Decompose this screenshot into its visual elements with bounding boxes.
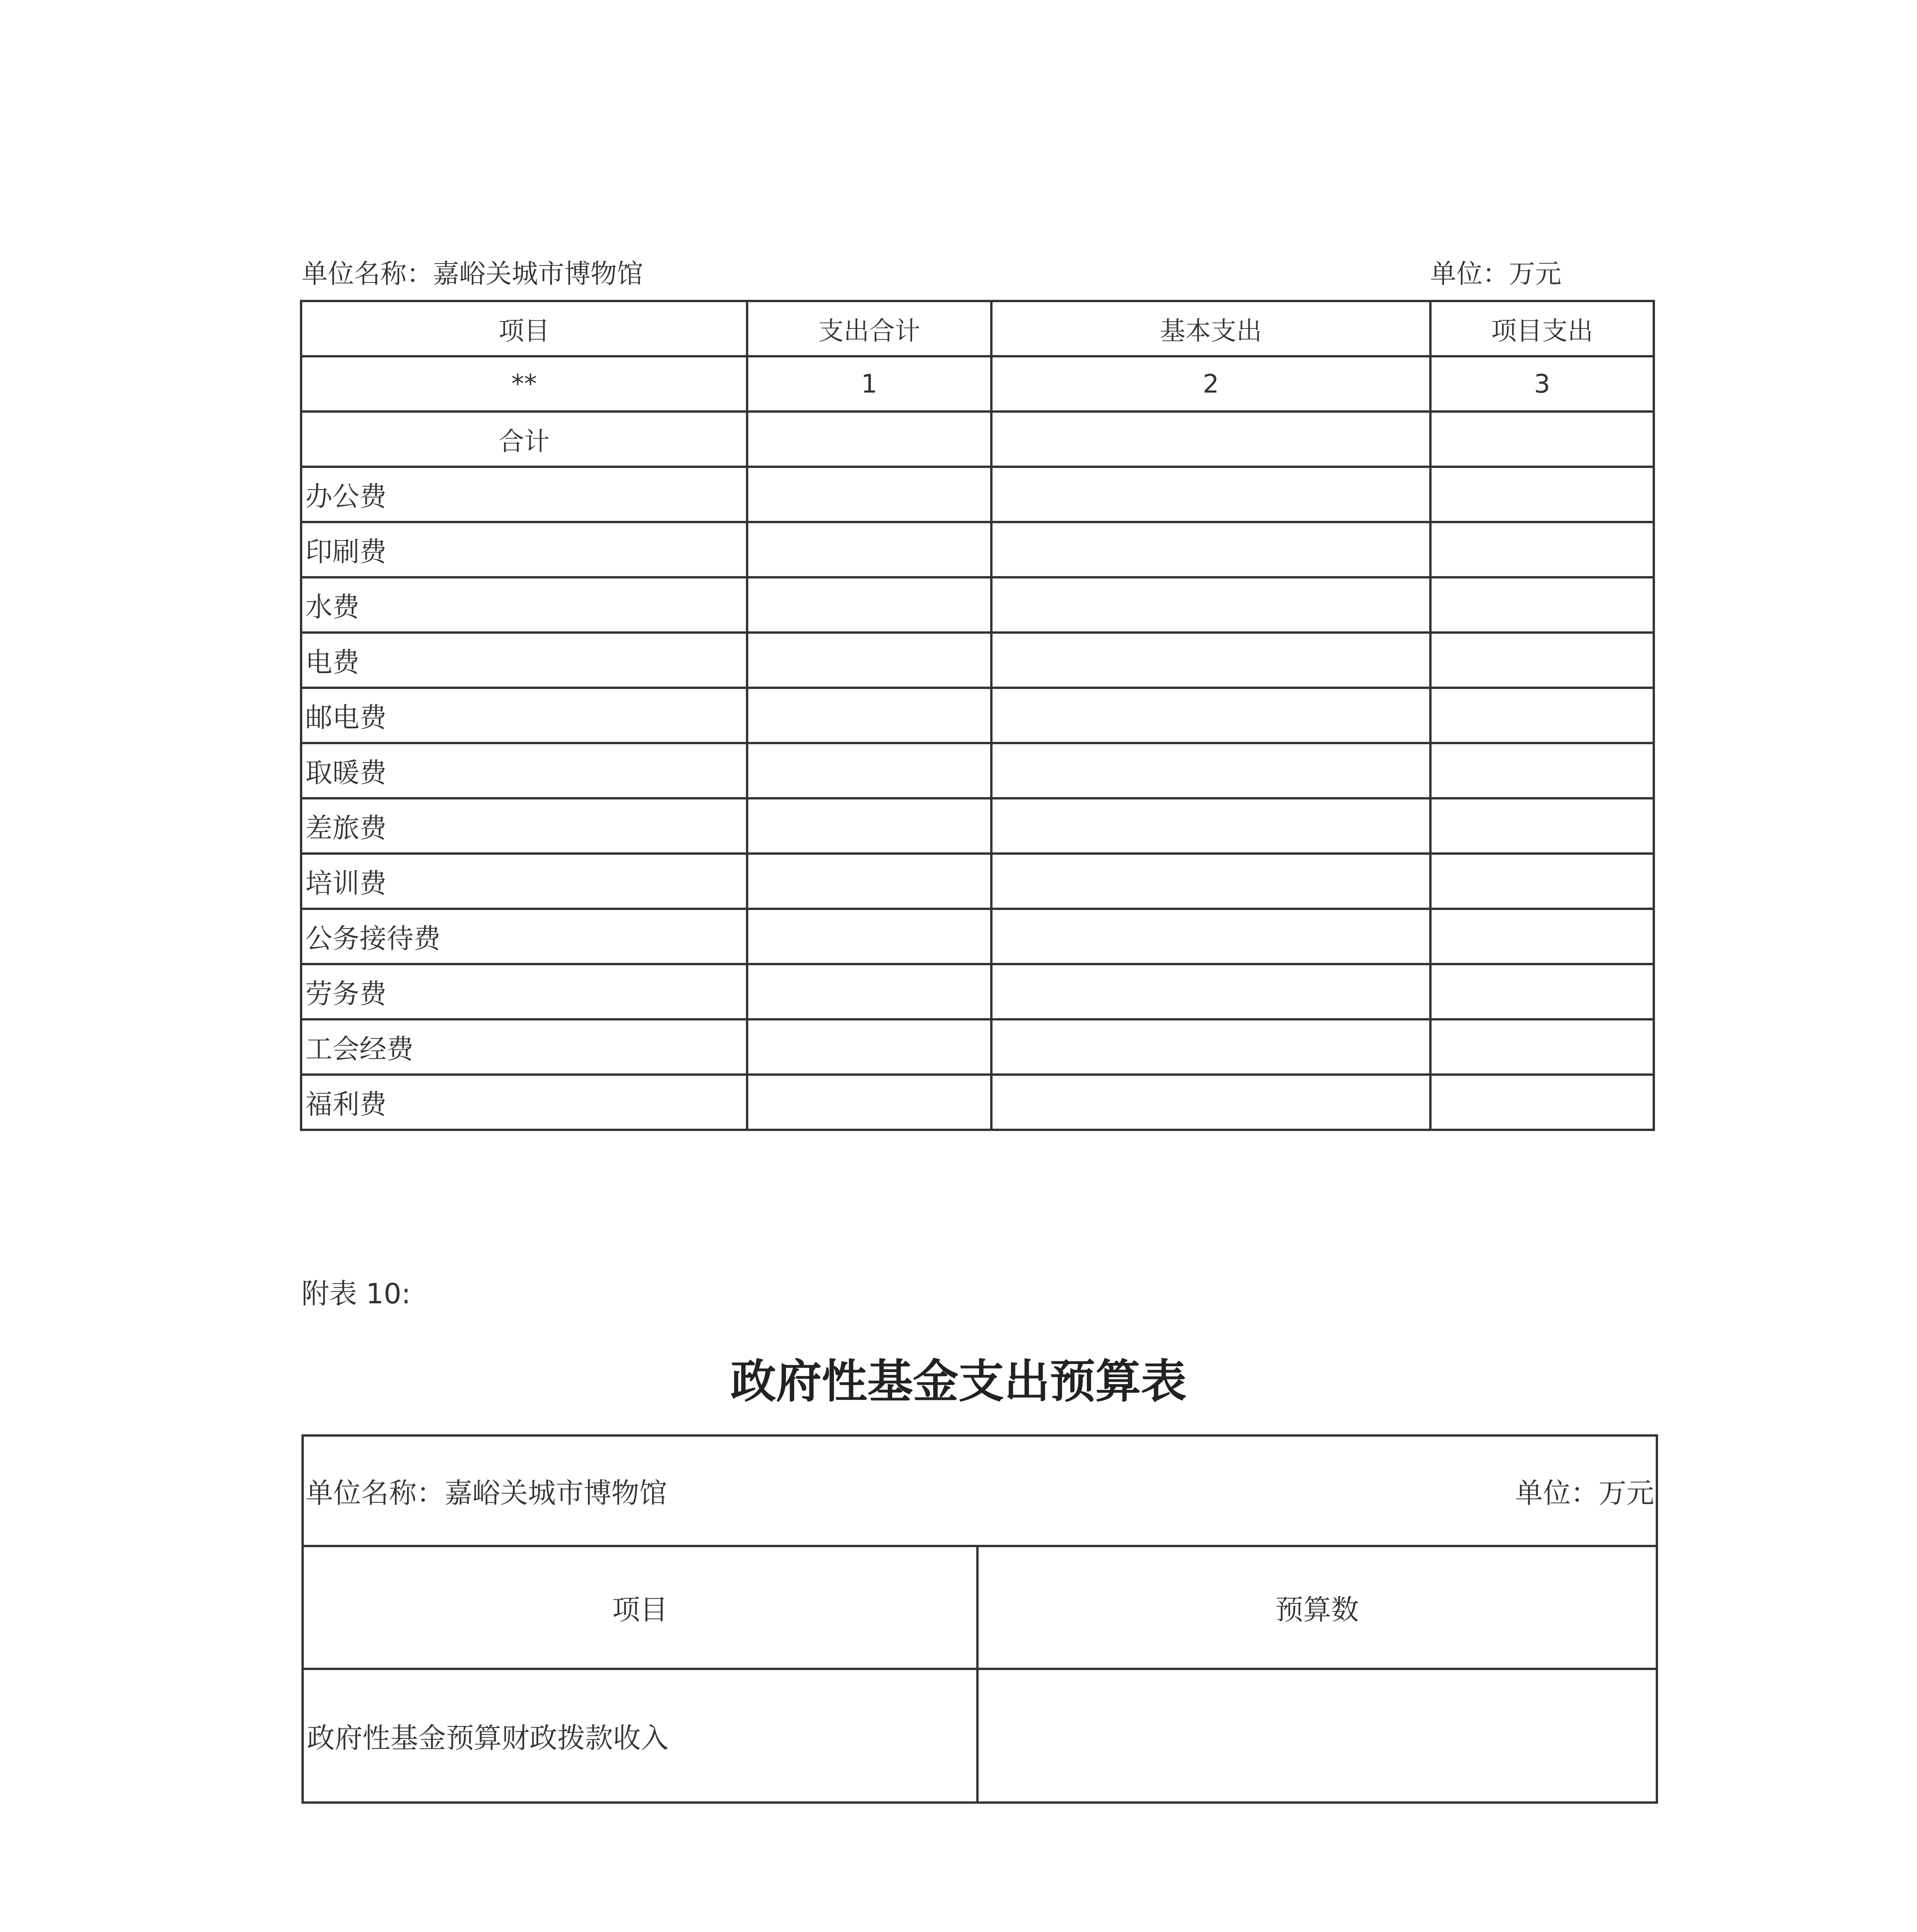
row-label: 政府性基金预算财政拨款收入 [303,1669,977,1803]
cell [991,412,1430,467]
cell [1430,1075,1654,1130]
index-cell: ** [301,356,747,412]
cell [991,798,1430,854]
cell [991,854,1430,909]
table-row [301,1075,1654,1130]
cell [747,467,991,522]
table2-unit-name: 单位名称：嘉峪关城市博物馆 [305,1477,667,1509]
cell [1430,964,1654,1019]
table-row [301,909,1654,964]
cell [747,633,991,688]
cell [747,412,991,467]
cell [747,798,991,854]
row-label: 工会经费 [301,1019,747,1075]
cell [991,1075,1430,1130]
cell [747,1075,991,1130]
header-total: 支出合计 [747,301,991,356]
gov-fund-table [301,1434,1658,1804]
row-label: 办公费 [301,467,747,522]
cell [1430,467,1654,522]
cell [991,964,1430,1019]
cell [1430,909,1654,964]
cell [991,467,1430,522]
index-cell: 3 [1430,356,1654,412]
header-item: 项目 [301,301,747,356]
cell [747,909,991,964]
cell [747,854,991,909]
row-label: 电费 [301,633,747,688]
index-row [301,356,1654,412]
index-cell: 2 [991,356,1430,412]
cell [747,964,991,1019]
table-header-row [303,1546,1657,1669]
unit-cell [303,1435,1657,1546]
cell [1430,1019,1654,1075]
cell [1430,577,1654,633]
cell [991,522,1430,577]
cell [747,522,991,577]
header-basic: 基本支出 [991,301,1430,356]
row-label: 培训费 [301,854,747,909]
row-label: 取暖费 [301,743,747,798]
table-row [301,798,1654,854]
table1-unit: 单位：万元 [1430,259,1562,289]
cell [991,909,1430,964]
row-label: 公务接待费 [301,909,747,964]
row-label: 差旅费 [301,798,747,854]
cell [1430,633,1654,688]
cell [1430,412,1654,467]
total-row [301,412,1654,467]
appendix-label: 附表 10: [301,1277,411,1310]
table-row [301,1019,1654,1075]
row-label: 印刷费 [301,522,747,577]
index-cell: 1 [747,356,991,412]
table-row [301,577,1654,633]
row-label: 劳务费 [301,964,747,1019]
cell [991,688,1430,743]
cell [1430,743,1654,798]
header-budget: 预算数 [977,1546,1657,1669]
table-row [303,1669,1657,1803]
cell [1430,688,1654,743]
row-label: 邮电费 [301,688,747,743]
cell [1430,522,1654,577]
cell [1430,798,1654,854]
cell [1430,854,1654,909]
unit-row [303,1435,1657,1546]
table2-unit: 单位：万元 [1515,1477,1654,1509]
cell [991,577,1430,633]
table-row [301,964,1654,1019]
table-row [301,743,1654,798]
row-label: 水费 [301,577,747,633]
table2-title: 政府性基金支出预算表 [730,1355,1187,1408]
table-row [301,522,1654,577]
cell [991,743,1430,798]
table1-unit-name: 单位名称：嘉峪关城市博物馆 [301,259,644,289]
total-label: 合计 [301,412,747,467]
cell [991,1019,1430,1075]
table-row [301,633,1654,688]
table-header-row [301,301,1654,356]
cell [991,633,1430,688]
table-row [301,467,1654,522]
cell [747,688,991,743]
row-label: 福利费 [301,1075,747,1130]
row-value [977,1669,1657,1803]
header-item: 项目 [303,1546,977,1669]
cell [747,577,991,633]
header-project: 项目支出 [1430,301,1654,356]
expense-table [300,300,1655,1131]
table-row [301,688,1654,743]
cell [747,743,991,798]
table-row [301,854,1654,909]
cell [747,1019,991,1075]
